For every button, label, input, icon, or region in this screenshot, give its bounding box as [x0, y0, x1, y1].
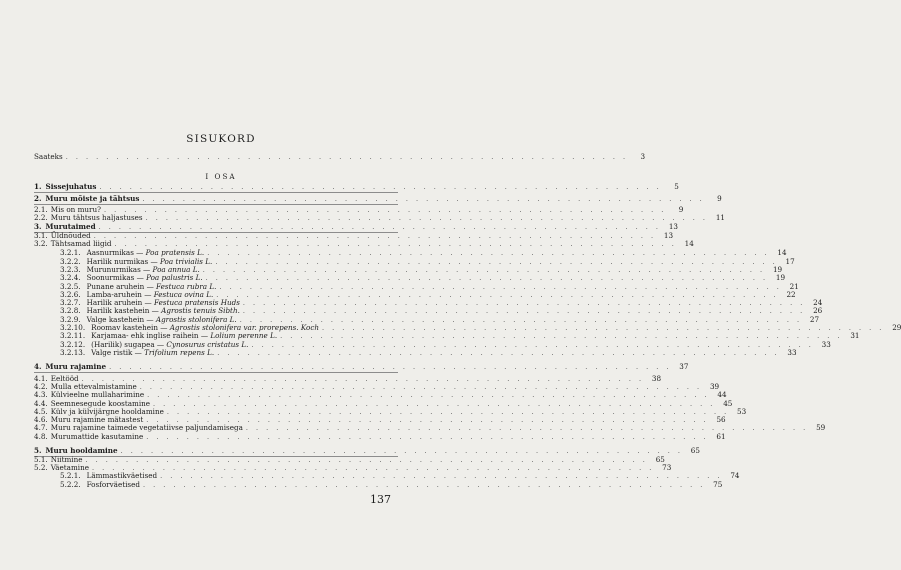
latin-name: Festuca rubra L. [156, 282, 217, 291]
toc-entry [34, 446, 700, 455]
toc-entry [34, 432, 726, 441]
leader-dots: . . . . . . . . . . . . . . . . . . . . . . . . . . . . . . . . . . . . . . . . . . . . . . . . . . . . . . . . [93, 232, 657, 240]
leader-dots: . . . . . . . . . . . . . . . . . . . . . . . . . . . . . . . . . . . . . . . . . . . . . . . . . . . . . . . . [202, 266, 766, 274]
latin-name: Agrostis tenuis Sibth. [161, 306, 240, 315]
toc-entry-number: 2.2. [34, 213, 48, 222]
toc-entry-number: 3.2.8. [60, 306, 81, 315]
toc-entry-page: 3 [640, 152, 646, 161]
toc-entry-page: 75 [713, 480, 723, 489]
toc-entry [60, 471, 740, 480]
toc-entry-page: 37 [679, 362, 689, 371]
toc-entry-text: Tähtsamad liigid [50, 239, 112, 248]
toc-entry-number: 3.2.4. [60, 273, 81, 282]
toc-entry-number: 3.2.2. [60, 257, 81, 266]
toc-entry-page: 59 [816, 423, 826, 432]
toc-entry-text: Muru mõiste ja tähtsus [45, 194, 140, 203]
toc-entry-page: 5 [674, 182, 679, 191]
toc-entry-page: 27 [809, 315, 820, 324]
toc-entry-number: 1. [34, 182, 42, 191]
toc-entry-text: Muru rajamine [45, 362, 107, 371]
toc-entry-number: 5. [34, 446, 42, 455]
toc-entry-text: Väetamine [50, 463, 89, 472]
leader-dots: . . . . . . . . . . . . . . . . . . . . . . . . . . . . . . . . . . . . . . . . . . . . . . . . . . . . . . . . [280, 332, 843, 340]
toc-entry-text: Valge kastehein — Agrostis stolonifera L. [86, 315, 237, 324]
toc-entry-page: 45 [723, 399, 733, 408]
toc-entry-text: Külvieelne mullaharimine [50, 390, 145, 399]
toc-entry-page: 19 [772, 265, 783, 274]
toc-entry-page: 13 [663, 231, 674, 240]
leader-dots: . . . . . . . . . . . . . . . . . . . . . . . . . . . . . . . . . . . . . . . . . . . . . . . . . . . . . . . . [153, 400, 716, 408]
toc-entry-number: 5.1. [34, 455, 48, 464]
leader-dots: . . . . . . . . . . . . . . . . . . . . . . . . . . . . . . . . . . . . . . . . . . . . . . . . . . . . . . . . [217, 349, 780, 357]
toc-entry-page: 33 [787, 348, 797, 357]
toc-entry-text: Seemnesegude koostamine [50, 399, 151, 408]
toc-entry-text: Murutaimed [45, 222, 96, 231]
leader-dots: . . . . . . . . . . . . . . . . . . . . . . . . . . . . . . . . . . . . . . . . . . . . . . . . . . . . . . . . [91, 464, 655, 472]
toc-entry [60, 348, 797, 357]
toc-entry-number: 2. [34, 194, 42, 203]
toc-entry-number: 3.2.12. [60, 340, 86, 349]
toc-entry-page: 9 [678, 205, 684, 214]
toc-entry-page: 29 [892, 323, 901, 332]
toc-entry-text: (Harilik) sugapea — Cynosurus cristatus L. [91, 340, 249, 349]
toc-entry [60, 331, 860, 340]
leader-dots: . . . . . . . . . . . . . . . . . . . . . . . . . . . . . . . . . . . . . . . . . . . . . . . . . . . . . . . . [109, 363, 672, 371]
toc-entry-text: Külv ja külvijärgne hooldamine [50, 407, 164, 416]
toc-entry-text: Valge ristik — Trifolium repens L. [91, 348, 215, 357]
toc-entry-number: 4.6. [34, 415, 48, 424]
toc-entry-text: Muru rajamine mätastest [50, 415, 144, 424]
toc-entry [60, 273, 786, 282]
latin-name: Poa pratensis L. [145, 248, 205, 257]
latin-name: Festuca ovina L. [153, 290, 214, 299]
toc-entry-page: 56 [716, 415, 726, 424]
latin-name: Festuca pratensis Huds [154, 298, 240, 307]
leader-dots: . . . . . . . . . . . . . . . . . . . . . . . . . . . . . . . . . . . . . . . . . . . . . . . . . . . . . . . . [322, 324, 885, 332]
leader-dots: . . . . . . . . . . . . . . . . . . . . . . . . . . . . . . . . . . . . . . . . . . . . . . . . . . . . . . . . [99, 183, 662, 191]
toc-entry [60, 306, 823, 315]
toc-entry-page: 65 [655, 455, 665, 464]
leader-dots: . . . . . . . . . . . . . . . . . . . . . . . . . . . . . . . . . . . . . . . . . . . . . . . . . . . . . . . . [216, 291, 779, 299]
leader-dots: . . . . . . . . . . . . . . . . . . . . . . . . . . . . . . . . . . . . . . . . . . . . . . . . . . . . . . . . [147, 391, 710, 399]
toc-entry-text: Harilik aruhein — Festuca pratensis Huds [86, 298, 240, 307]
toc-entry-page: 53 [737, 407, 747, 416]
leader-dots: . . . . . . . . . . . . . . . . . . . . . . . . . . . . . . . . . . . . . . . . . . . . . . . . . . . . . . . . [166, 408, 730, 416]
leader-dots: . . . . . . . . . . . . . . . . . . . . . . . . . . . . . . . . . . . . . . . . . . . . . . . . . . . . . . . . [215, 258, 778, 266]
page-title: SISUKORD [186, 133, 256, 145]
leader-dots: . . . . . . . . . . . . . . . . . . . . . . . . . . . . . . . . . . . . . . . . . . . . . . . . . . . . . . . . [242, 307, 806, 315]
toc-entry-page: 39 [709, 382, 720, 391]
leader-dots: . . . . . . . . . . . . . . . . . . . . . . . . . . . . . . . . . . . . . . . . . . . . . . . . . . . . . . . . [81, 375, 645, 383]
toc-entry-number: 3.2.10. [60, 323, 86, 332]
toc-entry [34, 423, 826, 432]
toc-entry [34, 194, 722, 203]
toc-entry-number: 4.5. [34, 407, 48, 416]
toc-entry-text: Muru hooldamine [45, 446, 118, 455]
toc-entry-text: Muru tähtsus haljastuses [50, 213, 143, 222]
leader-dots: . . . . . . . . . . . . . . . . . . . . . . . . . . . . . . . . . . . . . . . . . . . . . . . . . . . . . . . . [160, 472, 723, 480]
leader-dots: . . . . . . . . . . . . . . . . . . . . . . . . . . . . . . . . . . . . . . . . . . . . . . . . . . . . . . . . [219, 283, 782, 291]
leader-dots: . . . . . . . . . . . . . . . . . . . . . . . . . . . . . . . . . . . . . . . . . . . . . . . . . . . . . . . . [139, 383, 703, 391]
toc-entry-number: 3.2.9. [60, 315, 81, 324]
leader-dots: . . . . . . . . . . . . . . . . . . . . . . . . . . . . . . . . . . . . . . . . . . . . . . . . . . . . . . . . [205, 274, 769, 282]
leader-dots: . . . . . . . . . . . . . . . . . . . . . . . . . . . . . . . . . . . . . . . . . . . . . . . . . . . . . . . . [142, 195, 705, 203]
latin-name: Cynosurus cristatus L. [166, 340, 249, 349]
toc-entry-text: Murumattide kasutamine [50, 432, 144, 441]
toc-entry-number: 4. [34, 362, 42, 371]
latin-name: Agrostis stolonifera L. [155, 315, 237, 324]
toc-entry-number: 4.3. [34, 390, 48, 399]
toc-entry [34, 182, 679, 191]
toc-entry-number: 3.2.11. [60, 331, 86, 340]
toc-entry-text: Aasnurmikas — Poa pratensis L. [86, 248, 205, 257]
latin-name: Poa annua L. [152, 265, 200, 274]
latin-name: Trifolium repens L. [144, 348, 215, 357]
toc-entry-text: Mis on muru? [50, 205, 101, 214]
toc-entry-text: Punane aruhein — Festuca rubra L. [86, 282, 217, 291]
leader-dots: . . . . . . . . . . . . . . . . . . . . . . . . . . . . . . . . . . . . . . . . . . . . . . . . . . . . . . . . [245, 424, 809, 432]
toc-entry-text: Roomav kastehein — Agrostis stolonifera var. prorepens. Koch [91, 323, 320, 332]
toc-entry-number: 5.2. [34, 463, 48, 472]
toc-entry-page: 22 [786, 290, 796, 299]
toc-entry [60, 480, 723, 489]
toc-entry [34, 239, 694, 248]
toc-entry-page: 73 [662, 463, 672, 472]
leader-dots: . . . . . . . . . . . . . . . . . . . . . . . . . . . . . . . . . . . . . . . . . . . . . . . . . . . . . . . . [239, 316, 803, 324]
latin-name: Agrostis stolonifera var. prorepens. Koch [169, 323, 320, 332]
latin-name: Lolium perenne L. [210, 331, 278, 340]
toc-entry-number: 5.2.1. [60, 471, 81, 480]
toc-entry-number: 3.1. [34, 231, 48, 240]
toc-entry-page: 38 [651, 374, 662, 383]
toc-entry-text: Murunurmikas — Poa annua L. [86, 265, 200, 274]
toc-entry-text: Fosforväetised [86, 480, 140, 489]
section-rule [34, 192, 398, 193]
latin-name: Poa palustris L. [146, 273, 203, 282]
leader-dots: . . . . . . . . . . . . . . . . . . . . . . . . . . . . . . . . . . . . . . . . . . . . . . . . . . . . . . . . [145, 214, 708, 222]
leader-dots: . . . . . . . . . . . . . . . . . . . . . . . . . . . . . . . . . . . . . . . . . . . . . . . . . . . . . . . . [146, 433, 709, 441]
toc-entry-page: 21 [789, 282, 799, 291]
toc-entry [34, 213, 725, 222]
toc-entry-number: 3.2.1. [60, 248, 81, 257]
toc-entry-number: 4.7. [34, 423, 48, 432]
toc-entry-page: 44 [717, 390, 727, 399]
leader-dots: . . . . . . . . . . . . . . . . . . . . . . . . . . . . . . . . . . . . . . . . . . . . . . . . . . . . . . . . [120, 447, 683, 455]
toc-entry-page: 65 [690, 446, 700, 455]
toc-entry-number: 2.1. [34, 205, 48, 214]
toc-entry-page: 14 [777, 248, 787, 257]
leader-dots: . . . . . . . . . . . . . . . . . . . . . . . . . . . . . . . . . . . . . . . . . . . . . . . . . . . . . . . . [85, 456, 648, 464]
toc-entry-page: 24 [813, 298, 823, 307]
toc-entry-number: 3.2.7. [60, 298, 81, 307]
toc-entry-text: Lamba-aruhein — Festuca ovina L. [86, 290, 214, 299]
toc-entry-text: Lämmastikväetised [86, 471, 158, 480]
toc-entry-text: Saateks [34, 152, 63, 161]
toc-entry [34, 362, 689, 371]
toc-entry-text: Üldnõuded [50, 231, 91, 240]
toc-entry-text: Soonurmikas — Poa palustris L. [86, 273, 203, 282]
page-number: 137 [370, 493, 391, 506]
toc-entry-page: 26 [813, 306, 823, 315]
toc-entry-number: 3.2.3. [60, 265, 81, 274]
part-heading: I OSA [205, 172, 237, 181]
toc-entry-page: 74 [730, 471, 740, 480]
toc-entry-text: Mulla ettevalmistamine [50, 382, 137, 391]
toc-entry-text: Sissejuhatus [45, 182, 97, 191]
toc-entry-page: 61 [716, 432, 726, 441]
toc-entry-page: 13 [668, 222, 678, 231]
toc-entry-page: 33 [821, 340, 831, 349]
leader-dots: . . . . . . . . . . . . . . . . . . . . . . . . . . . . . . . . . . . . . . . . . . . . . . . . . . . . . . . . [251, 341, 814, 349]
leader-dots: . . . . . . . . . . . . . . . . . . . . . . . . . . . . . . . . . . . . . . . . . . . . . . . . . . . . . . . . [146, 416, 709, 424]
leader-dots: . . . . . . . . . . . . . . . . . . . . . . . . . . . . . . . . . . . . . . . . . . . . . . . . . . . . . . . . [98, 223, 661, 231]
toc-entry-number: 5.2.2. [60, 480, 81, 489]
toc-entry-page: 17 [785, 257, 795, 266]
toc-entry-number: 4.1. [34, 374, 48, 383]
toc-entry-page: 14 [684, 239, 694, 248]
toc-entry-foreword [34, 152, 646, 161]
leader-dots: . . . . . . . . . . . . . . . . . . . . . . . . . . . . . . . . . . . . . . . . . . . . . . . . . . . . . . . . [142, 481, 706, 489]
toc-entry-text: Niitmine [50, 455, 83, 464]
toc-entry-text: Karjamaa- ehk inglise raihein — Lolium perenne L. [91, 331, 278, 340]
toc-entry-number: 3.2.13. [60, 348, 86, 357]
toc-entry-number: 3.2.6. [60, 290, 81, 299]
leader-dots: . . . . . . . . . . . . . . . . . . . . . . . . . . . . . . . . . . . . . . . . . . . . . . . . . . . . . . . . [242, 299, 806, 307]
leader-dots: . . . . . . . . . . . . . . . . . . . . . . . . . . . . . . . . . . . . . . . . . . . . . . . . . . . . . . . . [65, 153, 629, 161]
toc-entry-page: 11 [715, 213, 725, 222]
toc-entry-page: 9 [717, 194, 722, 203]
toc-entry-text: Harilik kastehein — Agrostis tenuis Sibth. [86, 306, 240, 315]
leader-dots: . . . . . . . . . . . . . . . . . . . . . . . . . . . . . . . . . . . . . . . . . . . . . . . . . . . . . . . . [114, 240, 677, 248]
leader-dots: . . . . . . . . . . . . . . . . . . . . . . . . . . . . . . . . . . . . . . . . . . . . . . . . . . . . . . . . [103, 206, 667, 214]
toc-entry-number: 4.4. [34, 399, 48, 408]
toc-entry [34, 222, 678, 231]
latin-name: Poa trivialis L. [160, 257, 213, 266]
toc-entry-number: 4.8. [34, 432, 48, 441]
toc-entry-text: Eeltööd [50, 374, 79, 383]
toc-entry-number: 3.2.5. [60, 282, 81, 291]
leader-dots: . . . . . . . . . . . . . . . . . . . . . . . . . . . . . . . . . . . . . . . . . . . . . . . . . . . . . . . . [207, 249, 770, 257]
section-rule [34, 372, 398, 373]
toc-entry [34, 390, 727, 399]
toc-entry-number: 3.2. [34, 239, 48, 248]
toc-entry-number: 4.2. [34, 382, 48, 391]
toc-entry-page: 31 [850, 331, 860, 340]
toc-entry-number: 3. [34, 222, 42, 231]
toc-entry [60, 248, 787, 257]
toc-entry-page: 19 [775, 273, 786, 282]
toc-entry-text: Muru rajamine taimede vegetatiivse paljundamisega [50, 423, 243, 432]
toc-entry-text: Harilik nurmikas — Poa trivialis L. [86, 257, 213, 266]
